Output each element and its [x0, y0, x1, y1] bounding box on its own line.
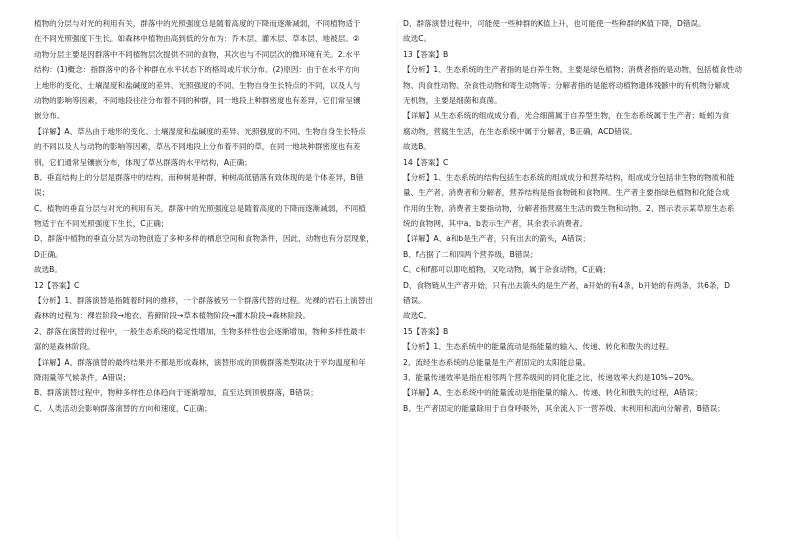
text-line: D、群落中植物的垂直分层为动物创造了多种多样的栖息空间和食物条件，因此，动物也有分层现象，	[34, 234, 374, 244]
text-line: 【详解】A、a和b是生产者，只有出去的箭头，A错误；	[403, 234, 590, 244]
text-line: 2、群落在演替的过程中，一般生态系统的稳定性增加，生物多样性也会逐渐增加，物种多样性最丰	[34, 326, 366, 336]
text-line: 【详解】A、群落演替的最终结果并不都是形成森林，演替形成的顶极群落类型取决于平均温度和年	[34, 357, 366, 367]
text-line: 【详解】A、生态系统中的能量流动是指能量的输入、传递、转化和散失的过程，A错误；	[403, 388, 702, 398]
text-line: 12【答案】C	[34, 280, 80, 290]
text-line: D正确。	[34, 249, 63, 259]
text-line: 故选C。	[403, 34, 432, 44]
text-line: 13【答案】B	[403, 49, 449, 59]
text-line: 故选B。	[34, 265, 62, 275]
column-gutter	[397, 20, 398, 540]
text-line: 统的食物网，其中a、b表示生产者，其余表示消费者。	[403, 219, 588, 229]
text-line: 腐动物，营腐生生活，在生态系统中属于分解者，B正确，ACD错误。	[403, 126, 638, 136]
text-line: 植物的分层与对光的利用有关，群落中的光照强度总是随着高度的下降而逐渐减弱，不同植物适于	[34, 19, 361, 28]
text-line: B、垂直结构上的分层是群落中的结构，而种树是种群，种树高低错落有致体现的是个体差异，B错	[34, 172, 364, 182]
text-line: 量、生产者、消费者和分解者，营养结构是指食物链和食物网。生产者主要指绿色植物和化能合成	[403, 188, 730, 198]
right-text-column	[403, 16, 765, 554]
text-line: 【分析】1、生态系统的结构包括生态系统的组成成分和营养结构，组成成分包括非生物的物质和能	[403, 172, 735, 182]
text-line: C、c和f都可以即吃植物，又吃动物，属于杂食动物，C正确；	[403, 265, 611, 275]
text-line: 森林的过程为：裸岩阶段→地衣、苔藓阶段→草本植物阶段→灌木阶段→森林阶段。	[34, 311, 311, 321]
text-line: 动物分层主要是因群落中不同植物层次提供不同的食物，其次也与不同层次的微环境有关。2.水平	[34, 49, 361, 59]
text-line: C、植物的垂直分层与对光的利用有关，群落中的光照强度总是随着高度的下降而逐渐减弱，不同植	[34, 203, 366, 213]
text-line: B、f占据了二和四两个营养级，B错误；	[403, 249, 538, 259]
text-line: 故选B。	[403, 142, 431, 152]
text-line: 【详解】A、草丛由于地形的变化、土壤湿度和盐碱度的差异、光照强度的不同、生物自身生长特点	[34, 126, 366, 136]
text-line: 别，它们通常呈镶嵌分布，体现了草丛群落的水平结构，A正确；	[34, 157, 252, 167]
text-line: 【分析】1、群落演替是指随着时间的推移，一个群落被另一个群落代替的过程。光裸的岩石上演替出	[34, 296, 373, 306]
text-line: 降雨量等气候条件，A错误；	[34, 372, 131, 382]
text-line: 物适于在不同光照强度下生长，C正确；	[34, 219, 169, 229]
text-line: 无机物，主要是细菌和真菌。	[403, 95, 502, 105]
text-line: 14【答案】C	[403, 157, 449, 167]
text-line: 故选C。	[403, 311, 432, 321]
text-line: 嵌分布。	[34, 111, 65, 121]
text-line: 【详解】从生态系统的组成成分看，光合细菌属于自养型生物，在生态系统属于生产者；蚯蚓为食	[403, 111, 730, 121]
text-line: 物、肉食性动物、杂食性动物和寄生动物等；分解者指的是能将动植物遗体残骸中的有机物分解成	[403, 80, 730, 90]
text-line: B、群落演替过程中，物种多样性总体趋向于逐渐增加，直至达到顶极群落，B错误；	[34, 388, 318, 398]
text-line: 的不同以及人与动物的影响等因素，草丛不同地段上分布着不同的草，在同一地块种群密度也有差	[34, 142, 361, 152]
text-line: D、食物链从生产者开始，只有出去箭头的是生产者，a开始的有4条，b开始的有两条，共6条，D	[403, 280, 730, 290]
text-line: 在不同光照强度下生长。如森林中植物由高到低的分布为：乔木层、灌木层、草本层、地被层。②	[34, 34, 360, 44]
text-line: 【分析】1、生态系统中的能量流动是指能量的输入、传递、转化和散失的过程。	[403, 342, 674, 352]
text-line: 误；	[34, 188, 50, 198]
left-text-column	[34, 16, 391, 554]
text-line: 结构：(1)概念：指群落中的各个种群在水平状态下的格局或片状分布。(2)原因：由于在水平方向	[34, 65, 360, 75]
text-line: 富的是森林阶段。	[34, 342, 95, 352]
text-line: 错误。	[403, 296, 426, 306]
text-line: 【分析】1、生态系统的生产者指的是自养生物，主要是绿色植物；消费者指的是动物，包括植食性动	[403, 65, 742, 75]
text-line: 15【答案】B	[403, 326, 449, 336]
text-line: 作用的生物，消费者主要指动物，分解者指营腐生生活的微生物和动物。2、图示表示某草原生态系	[403, 203, 735, 213]
text-line: 2、流经生态系统的总能量是生产者固定的太阳能总量。	[403, 357, 591, 367]
text-line: 上地形的变化、土壤湿度和盐碱度的差异、光照强度的不同、生物自身生长特点的不同，以及人与	[34, 80, 361, 90]
text-line: B、生产者固定的能量除用于自身呼吸外，其余流入下一营养级、未利用和流向分解者，B错误；	[403, 403, 725, 413]
text-line: D、群落演替过程中，可能使一些种群的K值上升，也可能使一些种群的K值下降，D错误。	[403, 19, 706, 28]
text-line: C、人类活动会影响群落演替的方向和速度，C正确；	[34, 403, 212, 413]
text-line: 动物的影响等因素，不同地段往往分布着不同的种群，同一地段上种群密度也有差异，它们常呈镶	[34, 95, 361, 105]
text-line: 3、能量传递效率是指在相邻两个营养级间的同化能之比，传递效率大约是10%~20%。	[403, 372, 699, 382]
